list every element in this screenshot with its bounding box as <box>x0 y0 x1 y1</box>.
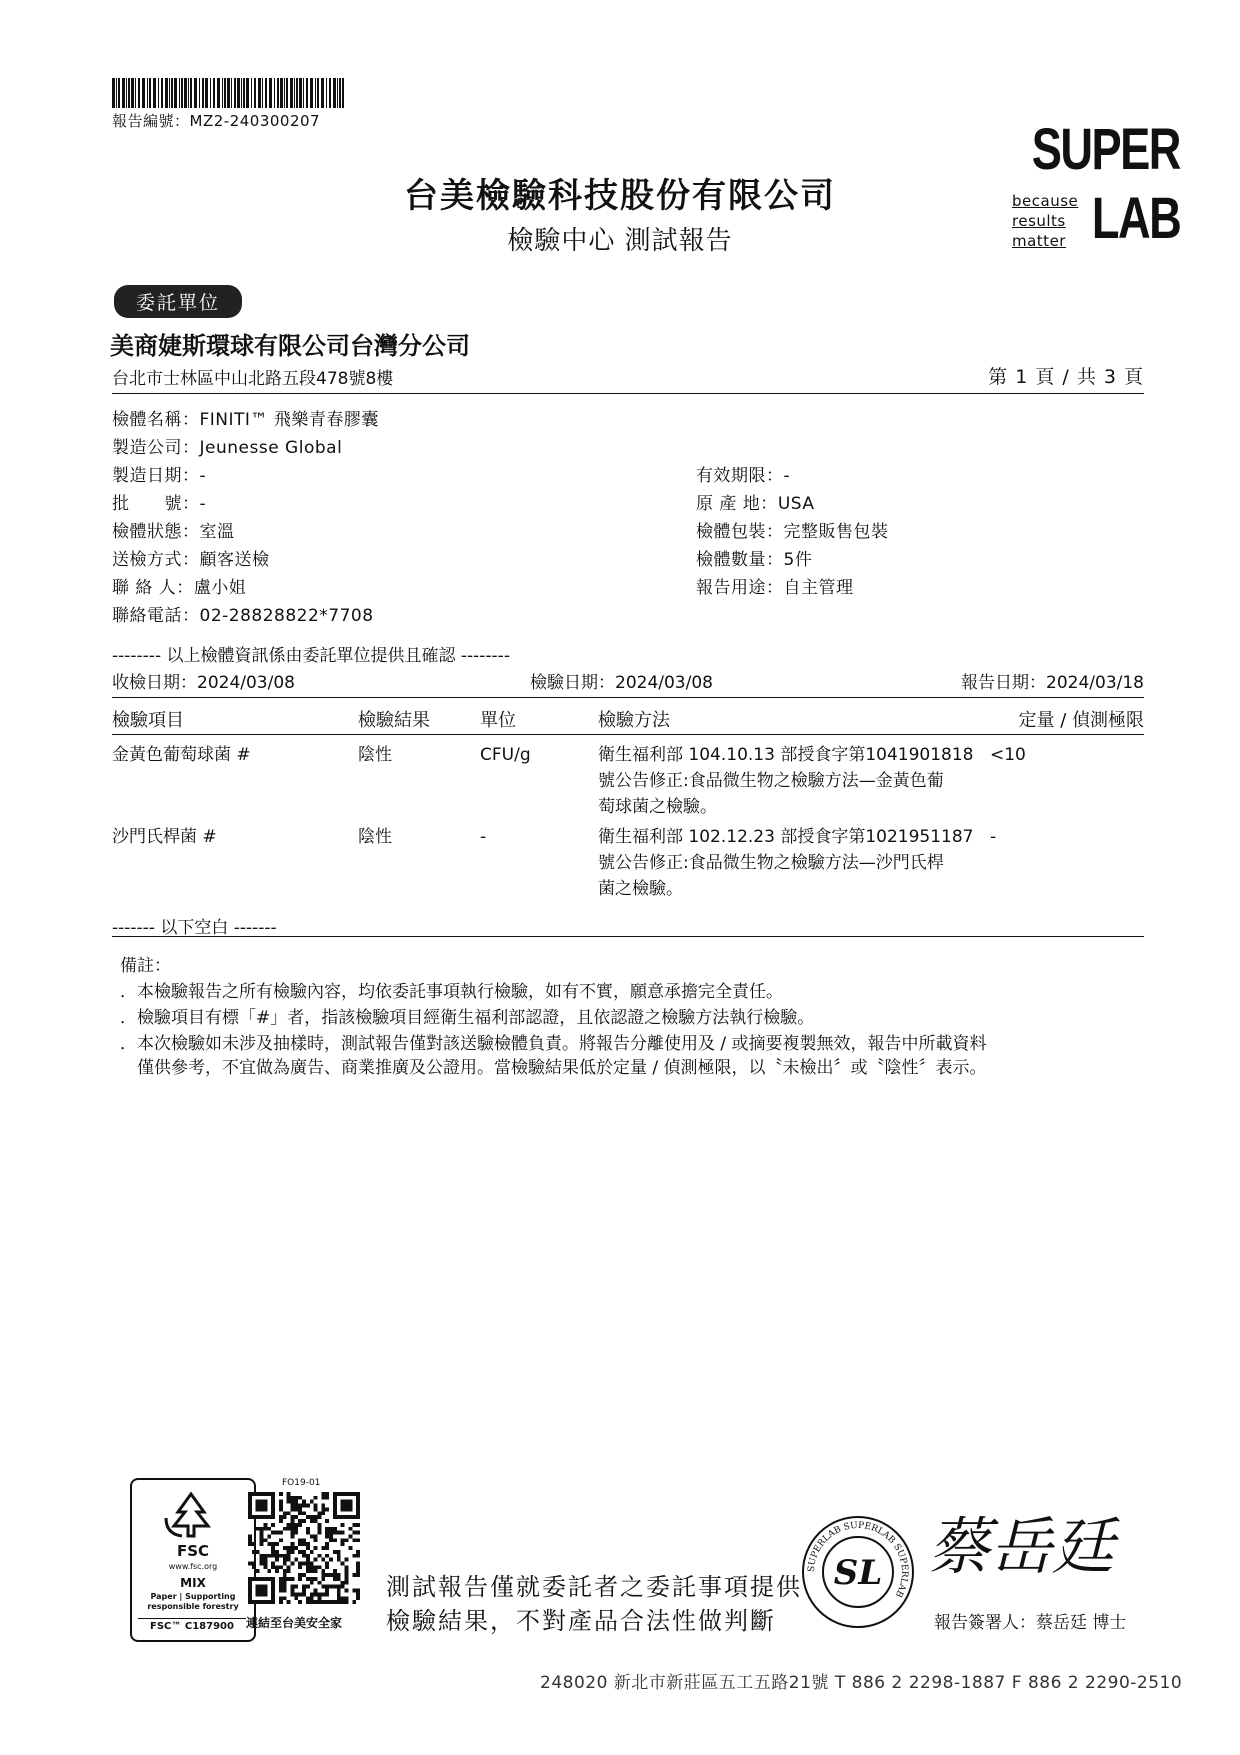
table-header-unit: 單位 <box>480 710 516 731</box>
sample-info-value: 室溫 <box>199 522 235 542</box>
sample-info-label: 製造公司： <box>112 438 200 458</box>
test-method-line: 號公告修正:食品微生物之檢驗方法—金黃色葡 <box>598 771 944 791</box>
logo-tag-matter: matter <box>1012 232 1066 250</box>
table-header-method: 檢驗方法 <box>598 710 670 731</box>
qr-caption: 連結至台美安全家 <box>246 1616 343 1630</box>
sample-info-row <box>112 490 379 518</box>
fsc-url: www.fsc.org <box>168 1562 218 1571</box>
sample-info-row <box>112 602 379 630</box>
sample-info-value: - <box>199 466 207 486</box>
divider <box>112 936 1144 937</box>
fsc-forestry: responsible forestry <box>147 1602 239 1611</box>
test-method-line: 號公告修正:食品微生物之檢驗方法—沙門氏桿 <box>598 853 944 873</box>
sample-info-label: 送檢方式： <box>112 550 200 570</box>
sample-info-note: -------- 以上檢體資訊係由委託單位提供且確認 -------- <box>112 646 510 666</box>
superlab-logo <box>1012 117 1180 252</box>
sample-info-label: 檢體名稱： <box>112 410 200 430</box>
sample-info-row <box>696 490 889 518</box>
divider <box>112 697 1144 698</box>
test-item: 金黃色葡萄球菌 # <box>112 745 251 765</box>
test-date: 檢驗日期：2024/03/08 <box>530 673 713 693</box>
test-method-line: 衛生福利部 104.10.13 部授食字第1041901818 <box>598 745 974 765</box>
client-name: 美商婕斯環球有限公司台灣分公司 <box>110 332 470 360</box>
test-unit: - <box>480 827 487 847</box>
test-method <box>598 742 974 820</box>
sample-info-label: 檢體狀態： <box>112 522 200 542</box>
note-item: ．本次檢驗如未涉及抽樣時，測試報告僅對該送驗檢體負責。將報告分離使用及 / 或摘要複製無效，報告中所載資料 <box>120 1034 987 1054</box>
barcode <box>112 78 344 108</box>
test-method-line: 萄球菌之檢驗。 <box>598 797 717 817</box>
fsc-logo <box>130 1478 256 1642</box>
test-limit: <10 <box>990 745 1026 765</box>
fsc-paper: Paper | Supporting <box>150 1592 236 1601</box>
report-number <box>112 110 320 131</box>
sample-info-label: 製造日期： <box>112 466 200 486</box>
test-item: 沙門氏桿菌 # <box>112 827 217 847</box>
fsc-code: FSC™ C187900 <box>138 1618 246 1632</box>
superlab-seal <box>800 1514 916 1630</box>
sample-info-value: - <box>783 466 791 486</box>
sample-info-row <box>112 574 379 602</box>
sample-info-value: 自主管理 <box>783 578 854 598</box>
signature-text: 蔡岳廷 <box>928 1510 1115 1583</box>
sample-info-label: 聯 絡 人： <box>112 578 194 598</box>
notes <box>120 954 1150 1082</box>
test-method-line: 菌之檢驗。 <box>598 879 683 899</box>
notes-title: 備註： <box>120 956 171 976</box>
sample-info-right <box>696 462 889 602</box>
form-code: FO19-01 <box>282 1478 321 1488</box>
divider <box>112 393 1144 394</box>
sample-info-label: 有效期限： <box>696 466 784 486</box>
sample-info-label: 檢體包裝： <box>696 522 784 542</box>
divider <box>112 734 1144 735</box>
sample-info-value: USA <box>777 494 815 514</box>
logo-lab: LAB <box>1091 186 1180 251</box>
test-limit: - <box>990 827 997 847</box>
disclaimer-line: 檢驗結果，不對產品合法性做判斷 <box>386 1607 776 1635</box>
report-number-value: MZ2-240300207 <box>189 112 321 130</box>
report-subtitle: 檢驗中心 測試報告 <box>507 226 733 256</box>
logo-tag-because: because <box>1012 192 1079 210</box>
note-item: ．本檢驗報告之所有檢驗內容，均依委託事項執行檢驗，如有不實，願意承擔完全責任。 <box>120 982 783 1002</box>
disclaimer <box>386 1570 802 1638</box>
sample-info-label: 批 號： <box>112 494 200 514</box>
sample-info-label: 報告用途： <box>696 578 784 598</box>
table-header-item: 檢驗項目 <box>112 710 184 731</box>
sample-info-row <box>696 518 889 546</box>
logo-super: SUPER <box>1031 117 1180 182</box>
seal-ring-text: SUPERLAB SUPERLAB SUPERLAB <box>806 1520 910 1599</box>
sample-info-value: Jeunesse Global <box>199 438 343 458</box>
sample-info-row <box>112 546 379 574</box>
sample-info-row <box>112 406 379 434</box>
footer-contact: 248020 新北市新莊區五工五路21號 T 886 2 2298-1887 F 886 2 2290-2510 <box>540 1673 1183 1693</box>
test-method-line: 衛生福利部 102.12.23 部授食字第1021951187 <box>598 827 974 847</box>
sample-info-row <box>696 462 889 490</box>
signer: 報告簽署人：蔡岳廷 博士 <box>934 1613 1127 1633</box>
table-header-limit: 定量 / 偵測極限 <box>1018 710 1144 731</box>
sample-info-value: 顧客送檢 <box>199 550 270 570</box>
sample-info-label: 聯絡電話： <box>112 606 200 626</box>
sample-info-left <box>112 406 379 630</box>
report-number-label: 報告編號： <box>112 112 190 130</box>
page-info: 第 1 頁 / 共 3 頁 <box>988 366 1144 388</box>
disclaimer-line: 測試報告僅就委託者之委託事項提供 <box>386 1573 802 1601</box>
sample-info-label: 原 產 地： <box>696 494 778 514</box>
sample-info-value: 5件 <box>783 550 813 570</box>
note-item: 僅供參考，不宜做為廣告、商業推廣及公證用。當檢驗結果低於定量 / 偵測極限，以〝未檢出〞或〝陰性〞表示。 <box>120 1058 987 1078</box>
sample-info-value: FINITI™ 飛樂青春膠囊 <box>199 410 379 430</box>
table-header-result: 檢驗結果 <box>358 710 430 731</box>
client-badge: 委託單位 <box>114 285 242 318</box>
logo-tag-results: results <box>1012 212 1066 230</box>
client-address: 台北市士林區中山北路五段478號8樓 <box>112 369 394 389</box>
sample-info-value: - <box>199 494 207 514</box>
sample-info-value: 02-28828822*7708 <box>199 606 374 626</box>
signature <box>928 1488 1128 1598</box>
sample-info-row <box>696 546 889 574</box>
table-end-note: ------- 以下空白 ------- <box>112 918 277 938</box>
report-date: 報告日期：2024/03/18 <box>961 673 1144 693</box>
fsc-text: FSC <box>176 1542 210 1560</box>
seal-text: SL <box>833 1553 883 1593</box>
sample-info-value: 盧小姐 <box>193 578 247 598</box>
sample-info-row <box>112 462 379 490</box>
test-unit: CFU/g <box>480 745 531 765</box>
sample-info-row <box>696 574 889 602</box>
test-method <box>598 824 974 902</box>
sample-info-value: 完整販售包裝 <box>783 522 889 542</box>
qr-code[interactable] <box>248 1492 360 1604</box>
company-title: 台美檢驗科技股份有限公司 <box>404 176 836 216</box>
sample-info-row <box>112 434 379 462</box>
sample-info-row <box>112 518 379 546</box>
sample-info-label: 檢體數量： <box>696 550 784 570</box>
note-item: ．檢驗項目有標「#」者，指該檢驗項目經衛生福利部認證，且依認證之檢驗方法執行檢驗。 <box>120 1008 815 1028</box>
received-date: 收檢日期：2024/03/08 <box>112 673 295 693</box>
test-result: 陰性 <box>358 827 392 847</box>
test-result: 陰性 <box>358 745 392 765</box>
fsc-mix: MIX <box>180 1576 206 1590</box>
fsc-tree-icon <box>158 1488 224 1540</box>
